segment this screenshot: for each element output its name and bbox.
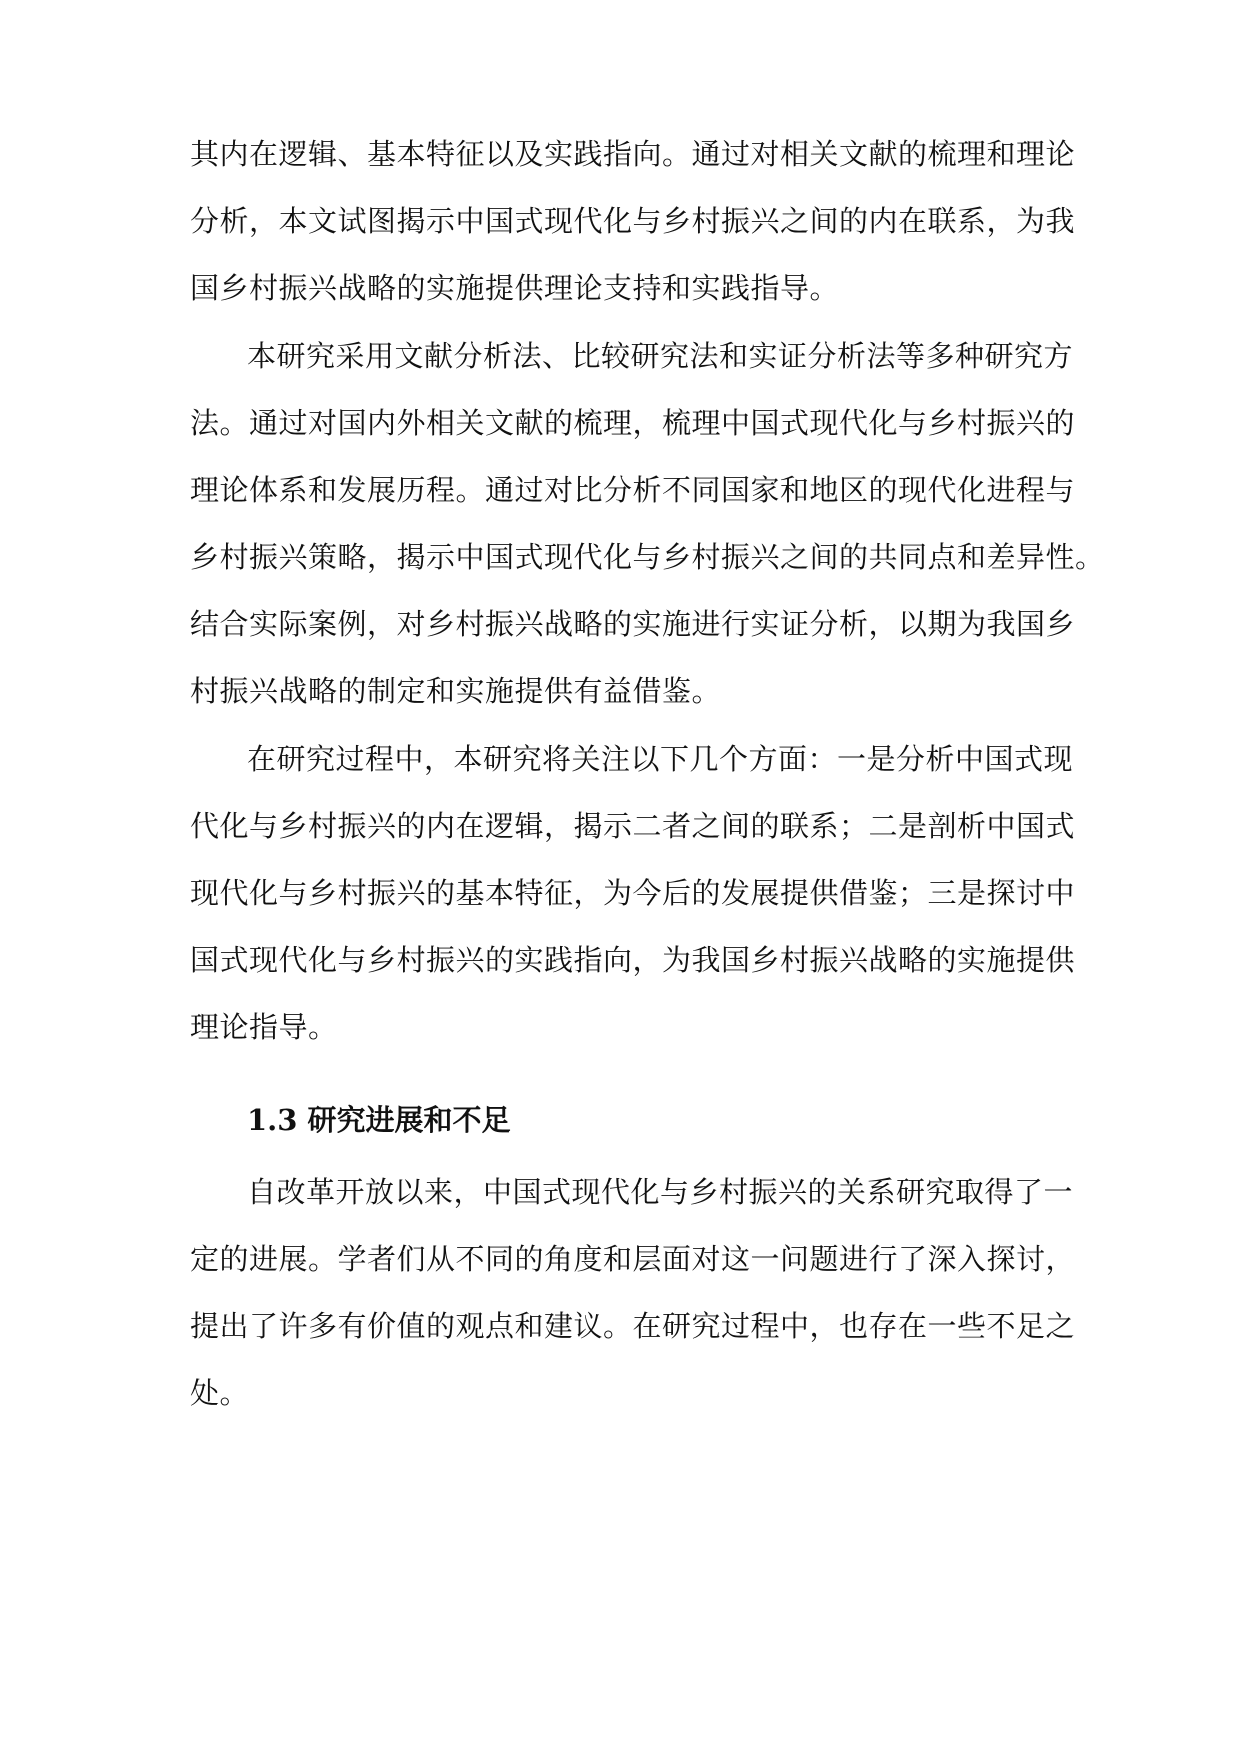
paragraph-4-line-3: 提出了许多有价值的观点和建议。在研究过程中，也存在一些不足之 (190, 1309, 1076, 1343)
paragraph-3-line-5: 理论指导。 (190, 1010, 338, 1044)
paragraph-3-line-3: 现代化与乡村振兴的基本特征，为今后的发展提供借鉴；三是探讨中 (190, 876, 1076, 910)
paragraph-1-line-2: 分析，本文试图揭示中国式现代化与乡村振兴之间的内在联系，为我 (190, 204, 1076, 238)
paragraph-3-line-2: 代化与乡村振兴的内在逻辑，揭示二者之间的联系；二是剖析中国式 (190, 809, 1076, 843)
paragraph-2-line-5: 结合实际案例，对乡村振兴战略的实施进行实证分析，以期为我国乡 (190, 607, 1076, 641)
paragraph-4-line-1: 自改革开放以来，中国式现代化与乡村振兴的关系研究取得了一 (247, 1175, 1074, 1209)
paragraph-4-line-2: 定的进展。学者们从不同的角度和层面对这一问题进行了深入探讨， (190, 1242, 1076, 1276)
paragraph-1-line-1: 其内在逻辑、基本特征以及实践指向。通过对相关文献的梳理和理论 (190, 137, 1076, 171)
paragraph-2-line-4: 乡村振兴策略，揭示中国式现代化与乡村振兴之间的共同点和差异性。 (190, 540, 1105, 574)
paragraph-2-line-6: 村振兴战略的制定和实施提供有益借鉴。 (190, 674, 722, 708)
paragraph-1-line-3: 国乡村振兴战略的实施提供理论支持和实践指导。 (190, 271, 840, 305)
paragraph-3-line-4: 国式现代化与乡村振兴的实践指向，为我国乡村振兴战略的实施提供 (190, 943, 1076, 977)
paragraph-2-line-3: 理论体系和发展历程。通过对比分析不同国家和地区的现代化进程与 (190, 473, 1076, 507)
paragraph-2-line-2: 法。通过对国内外相关文献的梳理，梳理中国式现代化与乡村振兴的 (190, 406, 1076, 440)
section-heading: 1.3 研究进展和不足 (247, 1103, 511, 1137)
paragraph-3-line-1: 在研究过程中，本研究将关注以下几个方面：一是分析中国式现 (247, 742, 1074, 776)
paragraph-2-line-1: 本研究采用文献分析法、比较研究法和实证分析法等多种研究方 (247, 339, 1074, 373)
paragraph-4-line-4: 处。 (190, 1376, 250, 1410)
